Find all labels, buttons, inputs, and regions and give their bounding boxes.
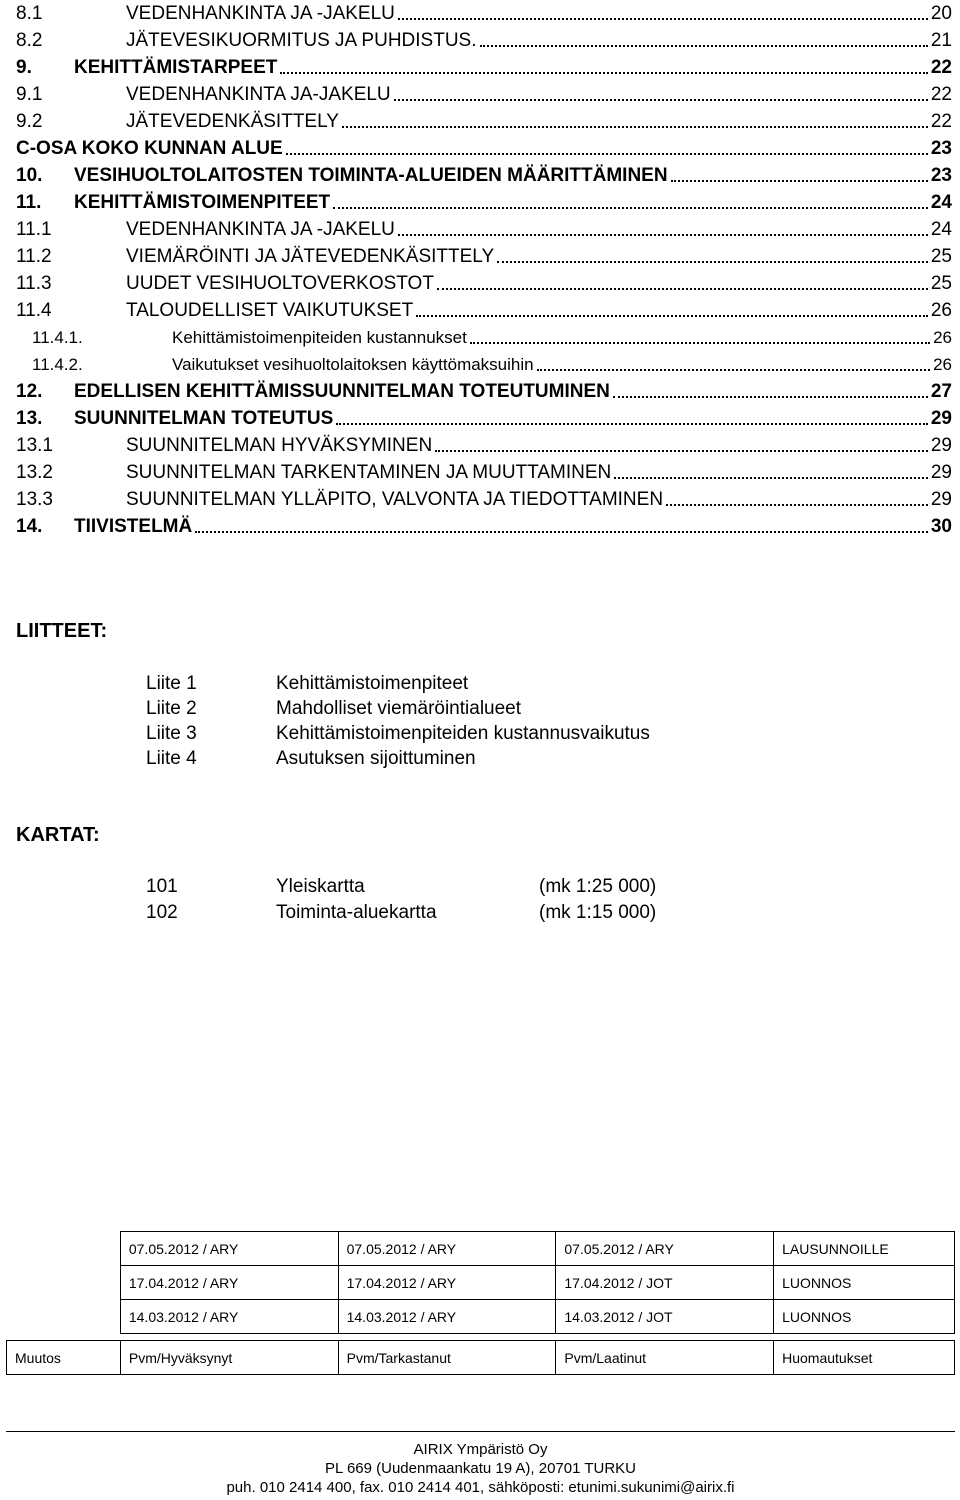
toc-leader-dots [336, 420, 928, 425]
revision-gap [7, 1334, 955, 1341]
toc-entry[interactable] [16, 81, 952, 108]
revision-cell: 17.04.2012 / ARY [120, 1266, 338, 1300]
attachment-name: Kehittämistoimenpiteet [276, 672, 469, 694]
revision-header-cell: Pvm/Hyväksynyt [120, 1341, 338, 1375]
toc-page-number: 23 [930, 137, 952, 159]
toc-entry[interactable] [16, 162, 952, 189]
map-name: Toiminta-aluekartta [276, 902, 437, 923]
revision-cell: LUONNOS [774, 1300, 955, 1334]
toc-page-number: 20 [930, 2, 952, 24]
maps-heading: KARTAT: [16, 824, 100, 846]
toc-title: Kehittämistoimenpiteiden kustannukset [172, 327, 467, 347]
toc-number: 13.1 [16, 434, 53, 456]
revision-cell: 07.05.2012 / ARY [338, 1232, 556, 1266]
toc-title: VEDENHANKINTA JA -JAKELU [126, 218, 395, 240]
toc-number: 9. [16, 56, 32, 78]
toc-entry[interactable] [16, 108, 952, 135]
toc-page-number: 26 [930, 299, 952, 321]
toc-leader-dots [497, 258, 928, 263]
attachments-heading: LIITTEET: [16, 620, 108, 642]
toc-entry[interactable] [16, 405, 952, 432]
toc-entry[interactable] [16, 216, 952, 243]
revision-cell: 07.05.2012 / ARY [556, 1232, 774, 1266]
attachment-row [146, 721, 650, 746]
attachment-id: Liite 2 [146, 697, 197, 719]
toc-leader-dots [470, 339, 930, 344]
toc-leader-dots [342, 123, 928, 128]
map-row [146, 900, 656, 926]
map-id: 101 [146, 876, 178, 897]
toc-title: JÄTEVESIKUORMITUS JA PUHDISTUS. [126, 29, 477, 51]
revision-header-cell: Pvm/Tarkastanut [338, 1341, 556, 1375]
toc-number: 11.4 [16, 299, 52, 321]
toc-entry[interactable] [16, 27, 952, 54]
revision-blank-cell [7, 1232, 121, 1266]
toc-entry[interactable] [16, 513, 952, 540]
toc-page-number: 29 [930, 434, 952, 456]
revision-row [7, 1232, 955, 1266]
revision-cell: LAUSUNNOILLE [774, 1232, 955, 1266]
toc-leader-dots [480, 42, 928, 47]
map-row [146, 874, 656, 900]
attachment-id: Liite 4 [146, 747, 197, 769]
revision-cell: LUONNOS [774, 1266, 955, 1300]
toc-title: VIEMÄRÖINTI JA JÄTEVEDENKÄSITTELY [126, 245, 495, 267]
revision-cell: 14.03.2012 / JOT [556, 1300, 774, 1334]
revision-row [7, 1266, 955, 1300]
revision-header-cell: Huomautukset [774, 1341, 955, 1375]
toc-title: VEDENHANKINTA JA-JAKELU [126, 83, 391, 105]
attachment-name: Mahdolliset viemäröintialueet [276, 697, 522, 719]
toc-title: EDELLISEN KEHITTÄMISSUUNNITELMAN TOTEUTUMINEN [74, 380, 610, 402]
toc-leader-dots [394, 96, 928, 101]
footer-address: PL 669 (Uudenmaankatu 19 A), 20701 TURKU [324, 1460, 637, 1477]
toc-entry[interactable] [16, 324, 952, 351]
revision-blank-cell [7, 1266, 121, 1300]
revision-row [7, 1300, 955, 1334]
maps-list [146, 874, 656, 926]
toc-page-number: 22 [930, 83, 952, 105]
revision-gap-cell [7, 1334, 955, 1341]
toc-entry[interactable] [16, 135, 952, 162]
toc-title: KEHITTÄMISTOIMENPITEET [74, 191, 331, 213]
toc-number: 13.2 [16, 461, 53, 483]
toc-page-number: 27 [930, 380, 952, 402]
revision-cell: 14.03.2012 / ARY [338, 1300, 556, 1334]
toc-entry[interactable] [16, 189, 952, 216]
toc-leader-dots [398, 231, 928, 236]
revision-cell: 07.05.2012 / ARY [120, 1232, 338, 1266]
toc-page-number: 26 [933, 354, 952, 374]
toc-entry[interactable] [16, 243, 952, 270]
toc-leader-dots [280, 69, 927, 74]
toc-leader-dots [435, 447, 928, 452]
toc-title: VESIHUOLTOLAITOSTEN TOIMINTA-ALUEIDEN MÄÄRITTÄMINEN [74, 164, 668, 186]
map-scale: (mk 1:25 000) [539, 876, 657, 897]
toc-entry[interactable] [16, 297, 952, 324]
toc-number: 12. [16, 380, 43, 402]
toc-title: KEHITTÄMISTARPEET [74, 56, 278, 78]
attachment-id: Liite 1 [146, 672, 197, 694]
toc-entry[interactable] [16, 486, 952, 513]
attachments-list [146, 671, 650, 771]
toc-entry[interactable] [16, 378, 952, 405]
toc-number: 11.4.1. [32, 327, 83, 347]
map-name: Yleiskartta [276, 876, 365, 897]
table-of-contents [16, 0, 952, 540]
toc-number: 13. [16, 407, 43, 429]
revision-table [6, 1231, 955, 1375]
toc-leader-dots [614, 474, 928, 479]
toc-leader-dots [613, 393, 928, 398]
footer-company: AIRIX Ympäristö Oy [413, 1441, 548, 1458]
company-footer [6, 1431, 955, 1497]
toc-number: 8.2 [16, 29, 43, 51]
revision-header-cell: Muutos [7, 1341, 121, 1375]
toc-title: UUDET VESIHUOLTOVERKOSTOT [126, 272, 434, 294]
revision-cell: 14.03.2012 / ARY [120, 1300, 338, 1334]
toc-entry[interactable] [16, 432, 952, 459]
toc-page-number: 25 [930, 245, 952, 267]
toc-page-number: 25 [930, 272, 952, 294]
attachment-row [146, 696, 650, 721]
toc-number: 9.2 [16, 110, 43, 132]
toc-number: 8.1 [16, 2, 43, 24]
attachment-id: Liite 3 [146, 722, 197, 744]
toc-page-number: 26 [933, 327, 952, 347]
toc-page-number: 24 [930, 218, 952, 240]
toc-leader-dots [437, 285, 928, 290]
toc-number: 9.1 [16, 83, 43, 105]
revision-cell: 17.04.2012 / JOT [556, 1266, 774, 1300]
toc-title: TIIVISTELMÄ [74, 515, 193, 537]
toc-leader-dots [286, 150, 928, 155]
toc-page-number: 30 [930, 515, 952, 537]
toc-page-number: 24 [930, 191, 952, 213]
toc-title: JÄTEVEDENKÄSITTELY [126, 110, 339, 132]
map-scale: (mk 1:15 000) [539, 902, 657, 923]
toc-leader-dots [671, 177, 928, 182]
toc-page-number: 23 [930, 164, 952, 186]
toc-entry[interactable] [16, 351, 952, 378]
toc-leader-dots [333, 204, 928, 209]
toc-leader-dots [398, 15, 928, 20]
revision-header-cell: Pvm/Laatinut [556, 1341, 774, 1375]
toc-entry[interactable] [16, 54, 952, 81]
toc-title: TALOUDELLISET VAIKUTUKSET [126, 299, 414, 321]
toc-title: SUUNNITELMAN TARKENTAMINEN JA MUUTTAMINEN [126, 461, 612, 483]
toc-number: 10. [16, 164, 43, 186]
toc-title: C-OSA KOKO KUNNAN ALUE [16, 137, 283, 159]
toc-page-number: 29 [930, 407, 952, 429]
toc-leader-dots [666, 501, 928, 506]
attachment-row [146, 671, 650, 696]
toc-page-number: 22 [930, 56, 952, 78]
toc-page-number: 22 [930, 110, 952, 132]
map-id: 102 [146, 902, 178, 923]
toc-page-number: 29 [930, 488, 952, 510]
toc-number: 11.3 [16, 272, 52, 294]
toc-title: VEDENHANKINTA JA -JAKELU [126, 2, 395, 24]
toc-number: 11.1 [16, 218, 52, 240]
attachment-row [146, 746, 650, 771]
revision-header-row [7, 1341, 955, 1375]
toc-title: SUUNNITELMAN YLLÄPITO, VALVONTA JA TIEDOTTAMINEN [126, 488, 664, 510]
toc-leader-dots [195, 528, 928, 533]
toc-number: 11.4.2. [32, 354, 83, 374]
toc-leader-dots [537, 366, 930, 371]
toc-title: Vaikutukset vesihuoltolaitoksen käyttömaksuihin [172, 354, 534, 374]
footer-contact: puh. 010 2414 400, fax. 010 2414 401, sähköposti: etunimi.sukunimi@airix.fi [226, 1479, 735, 1496]
toc-entry[interactable] [16, 270, 952, 297]
toc-entry[interactable] [16, 459, 952, 486]
toc-number: 14. [16, 515, 43, 537]
toc-leader-dots [416, 312, 928, 317]
toc-number: 13.3 [16, 488, 53, 510]
revision-blank-cell [7, 1300, 121, 1334]
toc-page-number: 29 [930, 461, 952, 483]
toc-title: SUUNNITELMAN HYVÄKSYMINEN [126, 434, 433, 456]
toc-entry[interactable] [16, 0, 952, 27]
toc-number: 11. [16, 191, 42, 213]
attachment-name: Kehittämistoimenpiteiden kustannusvaikutus [276, 722, 650, 744]
toc-title: SUUNNITELMAN TOTEUTUS [74, 407, 334, 429]
attachment-name: Asutuksen sijoittuminen [276, 747, 476, 769]
revision-cell: 17.04.2012 / ARY [338, 1266, 556, 1300]
toc-number: 11.2 [16, 245, 52, 267]
toc-page-number: 21 [930, 29, 952, 51]
